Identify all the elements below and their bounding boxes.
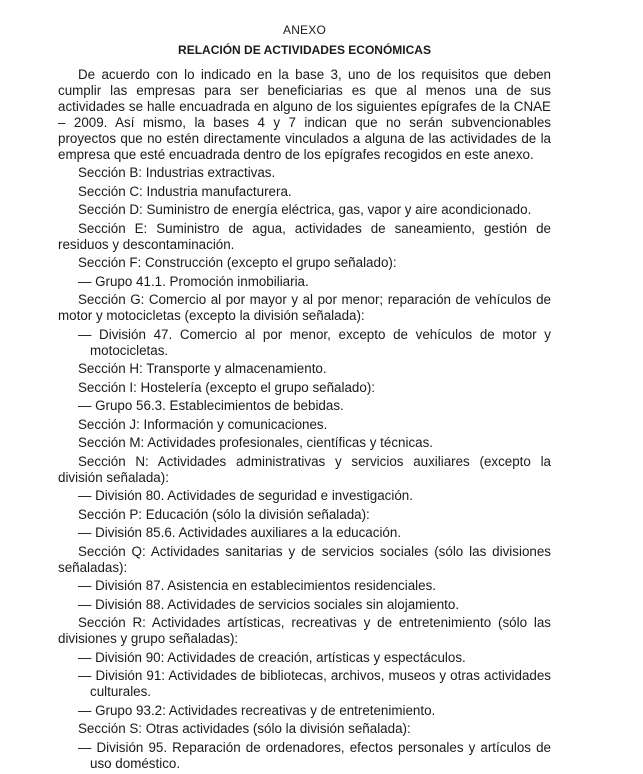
section-g: Sección G: Comercio al por mayor y al por menor; reparación de vehículos de motor y motocicletas (excepto la división señalada): [58,292,551,323]
document-page [58,22,551,774]
division-91: — División 91: Actividades de bibliotecas, archivos, museos y otras actividades culturales. [78,668,551,699]
section-f: Sección F: Construcción (excepto el grupo señalado): [78,255,397,270]
division-80: — División 80. Actividades de seguridad e investigación. [78,488,413,503]
section-m: Sección M: Actividades profesionales, científicas y técnicas. [78,435,434,450]
division-90: — División 90: Actividades de creación, artísticas y espectáculos. [78,649,466,665]
division-47: — División 47. Comercio al por menor, excepto de vehículos de motor y motocicletas. [78,326,551,358]
section-h: Sección H: Transporte y almacenamiento. [78,361,327,376]
section-q: Sección Q: Actividades sanitarias y de servicios sociales (sólo las divisiones señaladas): [58,543,551,575]
section-e: Sección E: Suministro de agua, actividades de saneamiento, gestión de residuos y descontaminación. [58,220,551,252]
intro-paragraph: De acuerdo con lo indicado en la base 3, uno de los requisitos que deben cumplir las empresas para ser beneficiarias es que al menos una de sus actividades se halle encuadrada en alguno de los siguientes epígrafes de la CNAE – 2009. Así mismo, la bases 4 y 7 indican que no serán subvencionables proyectos que no estén directamente vinculados a alguna de las actividades de la empresa que esté encuadrada dentro de los epígrafes recogidos en este anexo. [58,67,551,162]
section-n: Sección N: Actividades administrativas y servicios auxiliares (excepto la división señalada): [58,453,551,485]
division-87: — División 87. Asistencia en establecimientos residenciales. [78,578,437,593]
section-b: Sección B: Industrias extractivas. [78,165,276,180]
section-j: Sección J: Información y comunicaciones. [78,416,328,432]
division-85-6: — División 85.6. Actividades auxiliares a la educación. [78,525,402,540]
section-p: Sección P: Educación (sólo la división señalada): [78,506,370,522]
division-95: — División 95. Reparación de ordenadores, efectos personales y artículos de uso doméstico. [78,739,551,771]
section-s: Sección S: Otras actividades (sólo la división señalada): [78,721,411,736]
group-93-2: — Grupo 93.2: Actividades recreativas y de entretenimiento. [78,702,436,718]
annex-label: ANEXO [282,23,326,37]
section-r: Sección R: Actividades artísticas, recreativas y de entretenimiento (sólo las divisiones y grupo señaladas): [58,615,551,646]
section-i: Sección I: Hostelería (excepto el grupo señalado): [78,379,375,395]
section-d: Sección D: Suministro de energía eléctrica, gas, vapor y aire acondicionado. [78,202,532,217]
document-title: RELACIÓN DE ACTIVIDADES ECONÓMICAS [178,43,431,57]
group-41-1: — Grupo 41.1. Promoción inmobiliaria. [78,273,309,289]
division-88: — División 88. Actividades de servicios sociales sin alojamiento. [78,596,460,612]
group-56-3: — Grupo 56.3. Establecimientos de bebidas. [78,398,344,413]
section-c: Sección C: Industria manufacturera. [78,183,292,199]
